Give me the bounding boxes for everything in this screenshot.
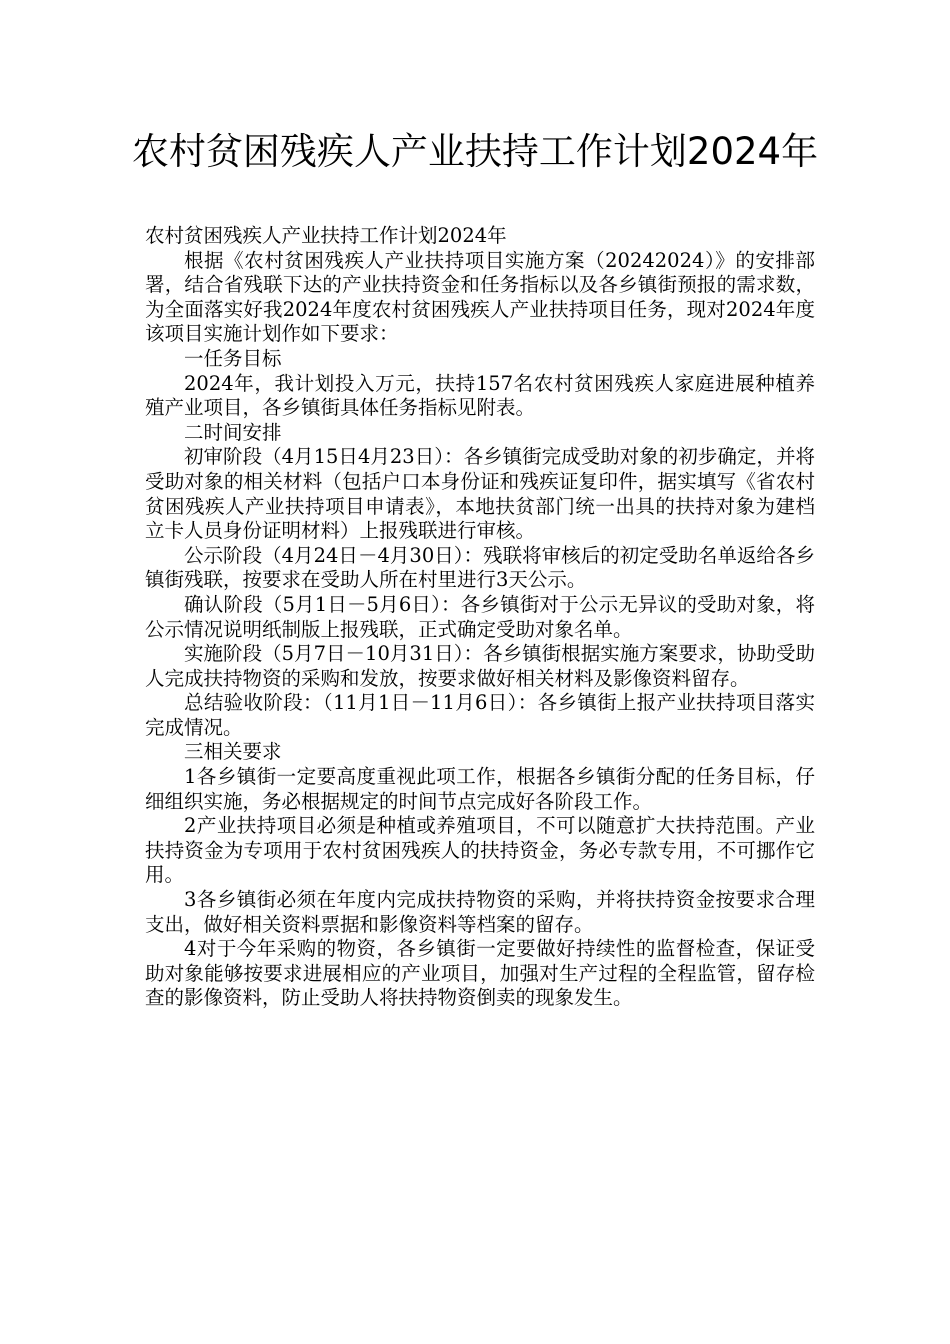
document-body xyxy=(145,224,815,1011)
section-heading-task-goal: 一任务目标 xyxy=(184,346,282,370)
requirement-item-1: 1各乡镇街一定要高度重视此项工作，根据各乡镇街分配的任务目标，仔细组织实施，务必根据规定的时间节点完成好各阶段工作。 xyxy=(145,765,815,813)
requirement-item-3: 3各乡镇街必须在年度内完成扶持物资的采购，并将扶持资金按要求合理支出，做好相关资料票据和影像资料等档案的留存。 xyxy=(145,888,815,936)
schedule-implementation: 实施阶段（5月7日－10月31日）：各乡镇街根据实施方案要求，协助受助人完成扶持物资的采购和发放，按要求做好相关材料及影像资料留存。 xyxy=(145,642,815,690)
requirement-item-2: 2产业扶持项目必须是种植或养殖项目，不可以随意扩大扶持范围。产业扶持资金为专项用于农村贫困残疾人的扶持资金，务必专款专用，不可挪作它用。 xyxy=(145,814,815,887)
schedule-initial-review: 初审阶段（4月15日4月23日）：各乡镇街完成受助对象的初步确定，并将受助对象的相关材料（包括户口本身份证和残疾证复印件，据实填写《省农村贫困残疾人产业扶持项目申请表》，本地扶贫部门统一出具的扶持对象为建档立卡人员身份证明材料）上报残联进行审核。 xyxy=(145,445,815,543)
schedule-confirmation: 确认阶段（5月1日－5月6日）：各乡镇街对于公示无异议的受助对象，将公示情况说明纸制版上报残联，正式确定受助对象名单。 xyxy=(145,592,815,641)
document-title: 农村贫困残疾人产业扶持工作计划2024年 xyxy=(131,130,819,173)
requirement-item-4: 4对于今年采购的物资，各乡镇街一定要做好持续性的监督检查，保证受助对象能够按要求进展相应的产业项目，加强对生产过程的全程监管，留存检查的影像资料，防止受助人将扶持物资倒卖的现象发生。 xyxy=(145,937,815,1010)
schedule-final-acceptance: 总结验收阶段：（11月1日－11月6日）：各乡镇街上报产业扶持项目落实完成情况。 xyxy=(145,691,815,739)
task-goal-paragraph: 2024年，我计划投入万元，扶持157名农村贫困残疾人家庭进展种植养殖产业项目，各乡镇街具体任务指标见附表。 xyxy=(145,371,815,420)
document-subtitle: 农村贫困残疾人产业扶持工作计划2024年 xyxy=(145,224,507,247)
intro-paragraph: 根据《农村贫困残疾人产业扶持项目实施方案（20242024）》的安排部署，结合省残联下达的产业扶持资金和任务指标以及各乡镇街预报的需求数，为全面落实好我2024年度农村贫困残疾人产业扶持项目任务，现对2024年度该项目实施计划作如下要求： xyxy=(145,248,815,346)
section-heading-schedule: 二时间安排 xyxy=(184,420,282,444)
section-heading-requirements: 三相关要求 xyxy=(184,740,282,764)
schedule-public-notice: 公示阶段（4月24日－4月30日）：残联将审核后的初定受助名单返给各乡镇街残联，按要求在受助人所在村里进行3天公示。 xyxy=(145,543,815,592)
